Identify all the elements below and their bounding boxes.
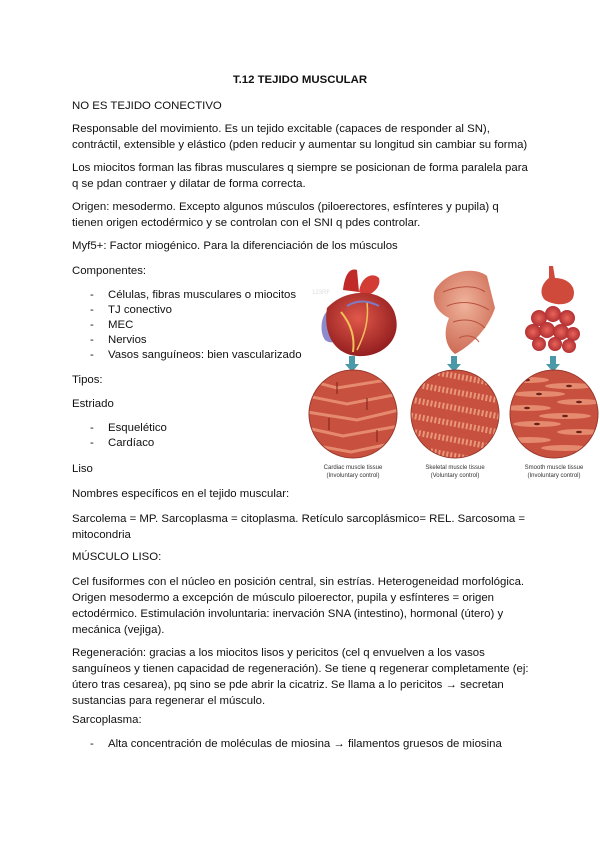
list-item: - TJ conectivo	[72, 303, 302, 318]
list-item: - MEC	[72, 318, 302, 333]
caption-smooth: Smooth muscle tissue	[524, 465, 584, 471]
estriado-list	[72, 421, 167, 451]
heading-componentes: Componentes:	[72, 265, 147, 277]
paragraph-regeneracion: Regeneración: gracias a los miocitos lisos y pericitos (cel q envuelven a los vasos sanguíneos y tienen capacidad de regeneración). Se tiene q regenerar completamente (ej: útero tras cesarea), pq sino se pde abrir la cicatriz. Se llama a lo pericitos → secretan sustancias para regenerar el músculo.	[72, 647, 529, 707]
list-item: - Células, fibras musculares o miocitos	[72, 288, 302, 303]
list-item: - Esquelético	[72, 421, 167, 436]
list-item: - Nervios	[72, 333, 302, 348]
caption-cardiac: Cardiac muscle tissue	[323, 465, 383, 471]
sarcoplasma-list	[72, 737, 502, 752]
document-title: T.12 TEJIDO MUSCULAR	[232, 74, 368, 86]
paragraph-miocitos: Los miocitos forman las fibras musculares q siempre se posicionan de forma paralela para q se pdan contraer y dilatar de forma correcta.	[72, 162, 528, 190]
watermark-text: 123RF	[312, 290, 331, 296]
digestive-organs-illustration	[525, 266, 580, 353]
paragraph-cel-fusiformes: Cel fusiformes con el núcleo en posición central, sin estrías. Heterogeneidad morfológica. Origen mesodermo a excepción de músculo piloerector, pupila y esfínteres = origen ectodérmico. Estimulación involuntaria: inervación SNA (intestino), hormonal (útero) y mecánica (vejiga).	[72, 576, 525, 636]
caption-skeletal: Skeletal muscle tissue	[425, 465, 485, 471]
paragraph-nombres: Nombres específicos en el tejido muscular:	[72, 488, 290, 500]
list-item: - Alta concentración de moléculas de miosina → filamentos gruesos de miosina	[72, 737, 502, 752]
heading-estriado: Estriado	[72, 398, 114, 410]
caption-skeletal-sub: (Voluntary control)	[430, 473, 480, 479]
list-item: - Cardíaco	[72, 436, 167, 451]
skeletal-tissue-illustration	[403, 366, 507, 466]
paragraph-origen: Origen: mesodermo. Excepto algunos músculos (piloerectores, esfínteres y pupila) q tienen origen ectodérmico y se controlan con el SNI q pdes controlar.	[72, 201, 499, 229]
heading-tipos: Tipos:	[72, 374, 103, 386]
list-item: - Vasos sanguíneos: bien vascularizado	[72, 348, 302, 363]
paragraph-myf5: Myf5+: Factor miogénico. Para la diferenciación de los músculos	[72, 240, 398, 252]
heading-liso: Liso	[72, 463, 93, 475]
arm-muscle-illustration	[434, 271, 495, 354]
heading-sarcoplasma: Sarcoplasma:	[72, 714, 142, 726]
heart-illustration	[322, 270, 397, 357]
heading-musculo-liso: MÚSCULO LISO:	[72, 551, 162, 563]
paragraph-responsible-movement: Responsable del movimiento. Es un tejido excitable (capaces de responder al SN), contráctil, extensible y elástico (pden reducir y aumentar su longitud sin cambiar su forma)	[72, 123, 528, 151]
caption-smooth-sub: (Involuntary control)	[527, 473, 581, 479]
paragraph-sarcolema: Sarcolema = MP. Sarcoplasma = citoplasma. Retículo sarcoplásmico= REL. Sarcosoma = mitocondria	[72, 513, 526, 541]
cardiac-tissue-illustration	[307, 368, 399, 460]
muscle-types-figure	[307, 262, 599, 484]
caption-cardiac-sub: (Involuntary control)	[326, 473, 380, 479]
componentes-list	[72, 288, 302, 363]
paragraph-not-connective: NO ES TEJIDO CONECTIVO	[72, 100, 222, 112]
